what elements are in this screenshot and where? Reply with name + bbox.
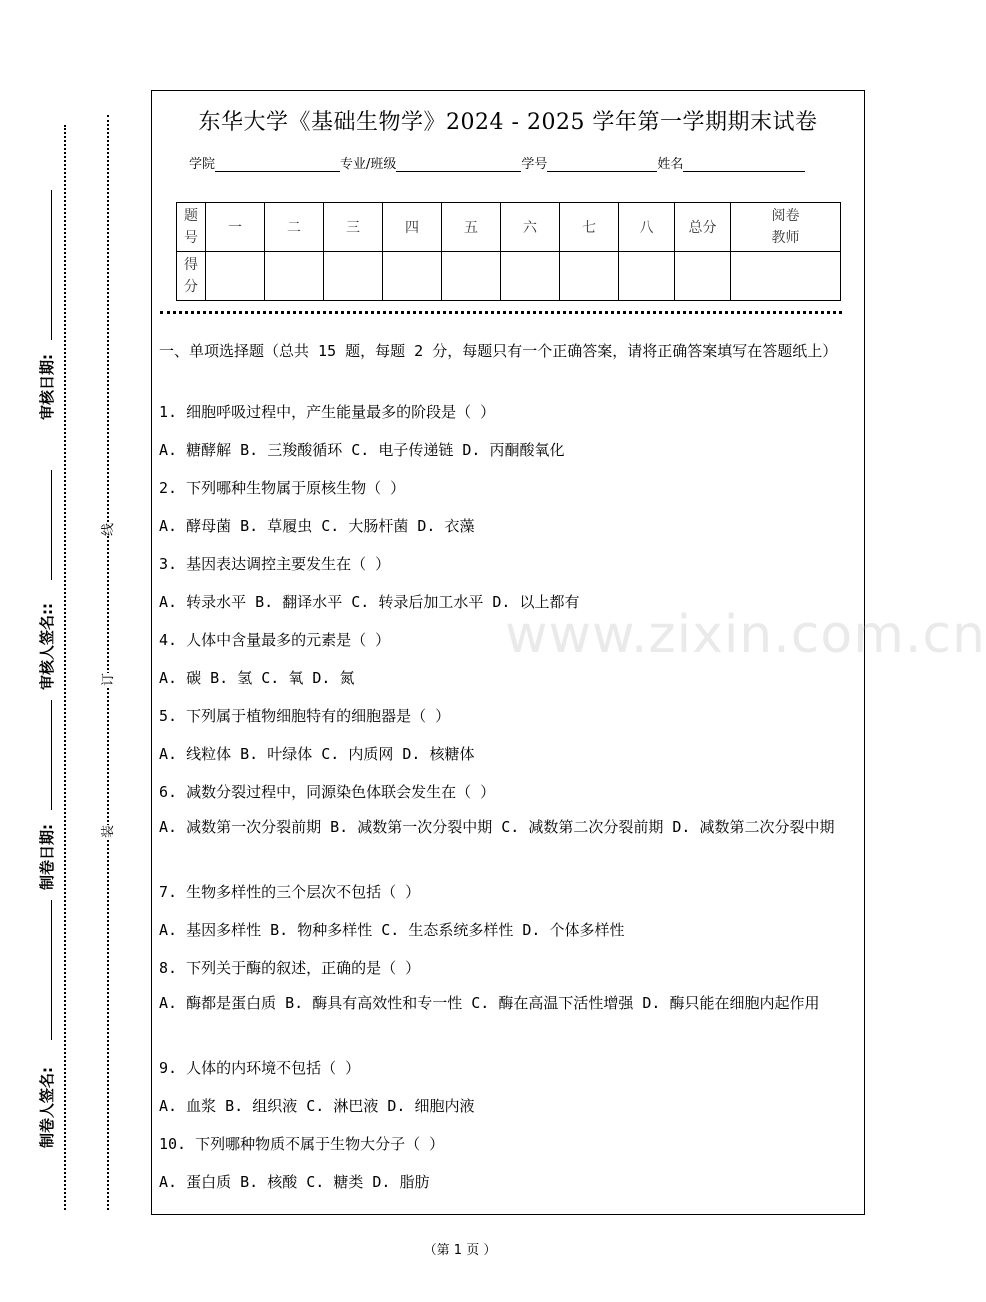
score-cell[interactable] xyxy=(442,252,501,301)
score-cell[interactable] xyxy=(675,252,731,301)
question-no-label: 题 号 xyxy=(177,203,206,252)
score-cell[interactable] xyxy=(265,252,324,301)
reviewer-label: 阅卷 教师 xyxy=(731,203,841,252)
outer-dotted-line xyxy=(64,125,66,1210)
question-9: 9. 人体的内环境不包括（ ） xyxy=(159,1059,361,1077)
question-10: 10. 下列哪种物质不属于生物大分子（ ） xyxy=(159,1135,445,1153)
inner-dotted-line xyxy=(107,115,109,1210)
header-separator xyxy=(160,311,842,314)
score-col-1: 一 xyxy=(206,203,265,252)
score-col-6: 六 xyxy=(501,203,560,252)
options-3: A. 转录水平 B. 翻译水平 C. 转录后加工水平 D. 以上都有 xyxy=(159,593,580,611)
score-cell[interactable] xyxy=(501,252,560,301)
exam-title: 东华大学《基础生物学》2024 - 2025 学年第一学期期末试卷 xyxy=(198,110,818,135)
score-table-score-row xyxy=(177,252,841,301)
options-8: A. 酶都是蛋白质 B. 酶具有高效性和专一性 C. 酶在高温下活性增强 D. 酶只能在细胞内起作用 xyxy=(159,994,820,1012)
binding-char-line: 线 xyxy=(95,523,118,536)
major-label: 专业/班级 xyxy=(340,157,397,172)
options-5: A. 线粒体 B. 叶绿体 C. 内质网 D. 核糖体 xyxy=(159,745,475,763)
watermark: www.zixin.com.cn xyxy=(505,605,986,665)
question-3: 3. 基因表达调控主要发生在（ ） xyxy=(159,555,391,573)
score-col-3: 三 xyxy=(324,203,383,252)
score-label: 得 分 xyxy=(177,252,206,301)
college-label: 学院 xyxy=(189,157,216,172)
options-7: A. 基因多样性 B. 物种多样性 C. 生态系统多样性 D. 个体多样性 xyxy=(159,921,625,939)
score-col-2: 二 xyxy=(265,203,324,252)
student-id-blank[interactable] xyxy=(547,157,657,172)
question-1: 1. 细胞呼吸过程中，产生能量最多的阶段是（ ） xyxy=(159,403,496,421)
page-number: （第 1 页 ） xyxy=(423,1243,497,1258)
score-table-header-row xyxy=(177,203,841,252)
college-blank[interactable] xyxy=(215,157,340,172)
major-blank[interactable] xyxy=(396,157,521,172)
maker-sign-underline xyxy=(51,900,52,1040)
score-cell[interactable] xyxy=(560,252,619,301)
student-id-label: 学号 xyxy=(521,157,548,172)
score-cell[interactable] xyxy=(383,252,442,301)
score-col-4: 四 xyxy=(383,203,442,252)
score-cell[interactable] xyxy=(206,252,265,301)
reviewer-cell[interactable] xyxy=(731,252,841,301)
score-col-8: 八 xyxy=(619,203,675,252)
review-date-label: 审核日期: xyxy=(38,354,56,420)
question-5: 5. 下列属于植物细胞特有的细胞器是（ ） xyxy=(159,707,451,725)
question-4: 4. 人体中含量最多的元素是（ ） xyxy=(159,631,391,649)
name-label: 姓名 xyxy=(657,157,684,172)
make-date-underline xyxy=(51,700,52,810)
options-1: A. 糖酵解 B. 三羧酸循环 C. 电子传递链 D. 丙酮酸氧化 xyxy=(159,441,565,459)
score-cell[interactable] xyxy=(619,252,675,301)
question-7: 7. 生物多样性的三个层次不包括（ ） xyxy=(159,883,421,901)
score-col-total: 总分 xyxy=(675,203,731,252)
question-6: 6. 减数分裂过程中，同源染色体联会发生在（ ） xyxy=(159,783,496,801)
binding-char-order: 订 xyxy=(95,673,118,686)
score-cell[interactable] xyxy=(324,252,383,301)
reviewer-sign-underline xyxy=(51,470,52,580)
section-heading: 一、单项选择题（总共 15 题，每题 2 分，每题只有一个正确答案，请将正确答案填写在答题纸上） xyxy=(159,342,838,360)
maker-sign-label: 制卷人签名: xyxy=(38,1067,56,1148)
options-4: A. 碳 B. 氢 C. 氧 D. 氮 xyxy=(159,669,355,687)
options-10: A. 蛋白质 B. 核酸 C. 糖类 D. 脂肪 xyxy=(159,1173,430,1191)
review-date-underline xyxy=(51,190,52,340)
options-6: A. 减数第一次分裂前期 B. 减数第一次分裂中期 C. 减数第二次分裂前期 D. 减数第二次分裂中期 xyxy=(159,818,835,836)
question-8: 8. 下列关于酶的叙述，正确的是（ ） xyxy=(159,959,421,977)
score-table xyxy=(176,202,841,301)
options-2: A. 酵母菌 B. 草履虫 C. 大肠杆菌 D. 衣藻 xyxy=(159,517,475,535)
question-2: 2. 下列哪种生物属于原核生物（ ） xyxy=(159,479,406,497)
make-date-label: 制卷日期: xyxy=(38,824,56,890)
score-col-7: 七 xyxy=(560,203,619,252)
student-info-row xyxy=(189,153,805,172)
score-col-5: 五 xyxy=(442,203,501,252)
binding-char-pack: 装 xyxy=(95,825,118,838)
name-blank[interactable] xyxy=(683,157,805,172)
reviewer-sign-label: 审核人签名:: xyxy=(38,603,56,690)
options-9: A. 血浆 B. 组织液 C. 淋巴液 D. 细胞内液 xyxy=(159,1097,475,1115)
